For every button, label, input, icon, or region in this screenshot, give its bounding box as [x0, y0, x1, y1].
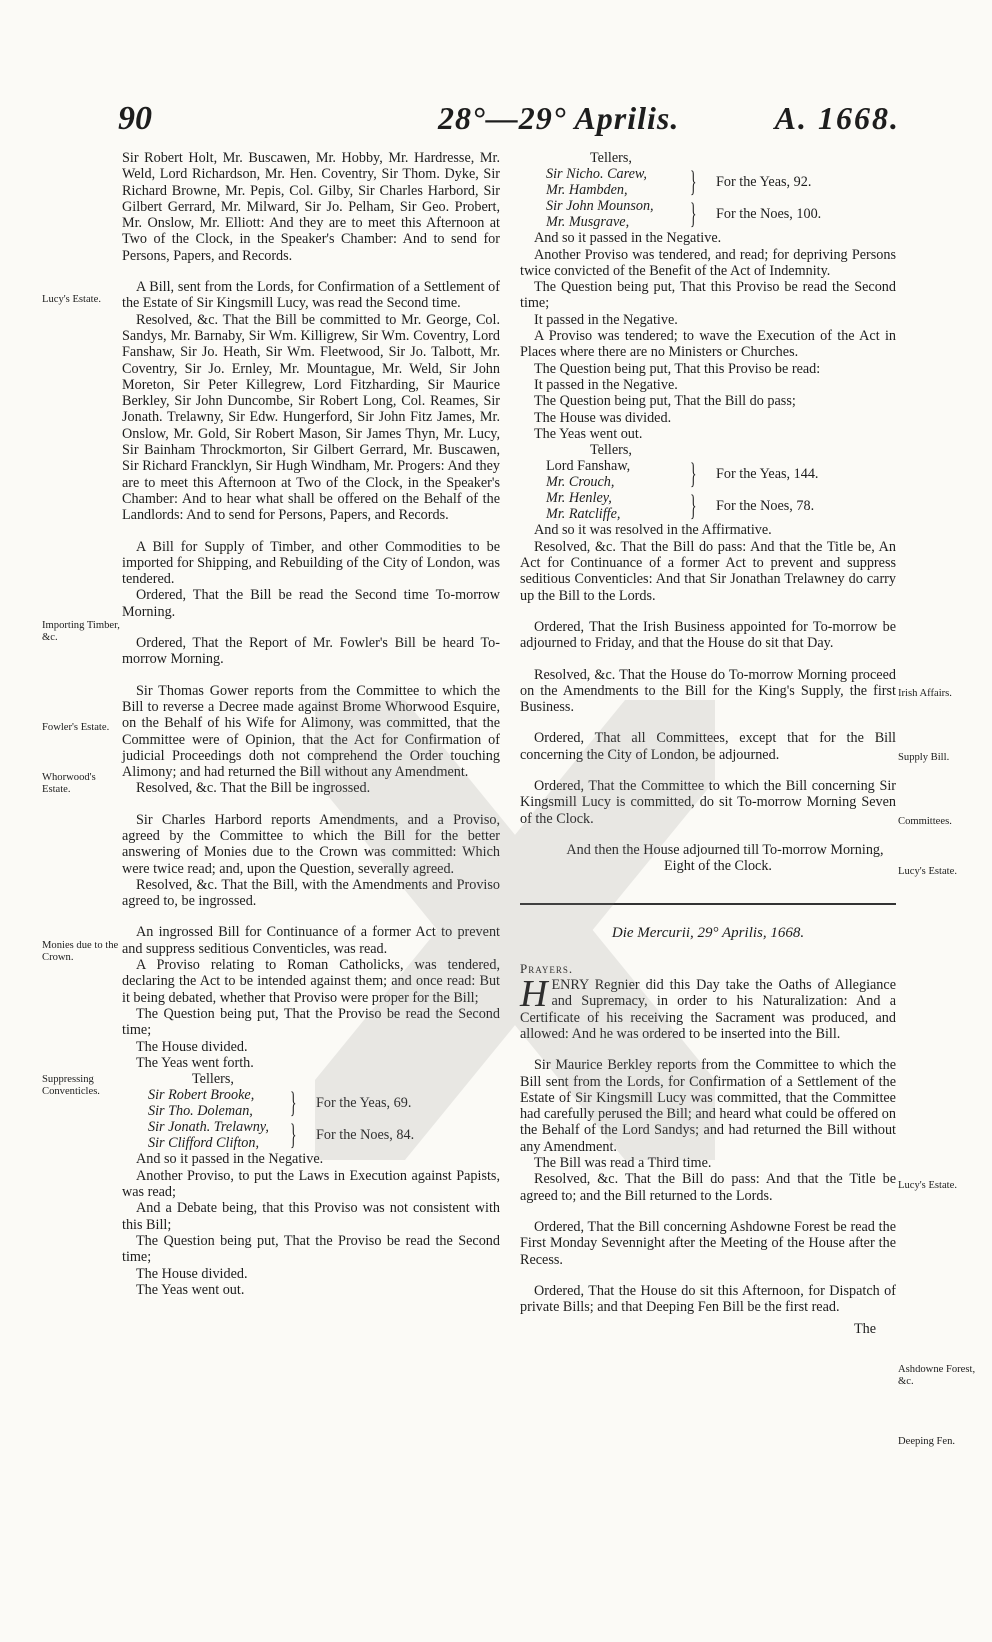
paragraph: Ordered, That all Committees, except that for the Bill concerning the City of London, be adjourned.	[520, 730, 896, 763]
brace-icon: }	[289, 1086, 297, 1120]
left-column	[122, 150, 500, 1298]
paragraph: Resolved, &c. That the Bill be committed to Mr. George, Col. Sandys, Mr. Barnaby, Sir Wm. Killigrew, Sir Wm. Coventry, Lord Fanshaw, Sir Jo. Heath, Sir Wm. Fleetwood, Sir Jo. Talbott, Mr. Coventry, Sir Jo. Ernley, Mr. Mountague, Mr. Weld, Sir John Moreton, Sir Peter Killegrew, Lord Fitzharding, Sir Maurice Berkley, Sir John Duncombe, Sir Robert Long, Col. Reames, Sir Jonath. Trelawny, Sir Edw. Hungerford, Sir John Fitz James, Mr. Onslow, Mr. Gold, Sir Robert Mason, Sir James Thyn, Mr. Lucy, Sir Bainham Throckmorton, Sir Gilbert Gerrard, Mr. Buscawen, Sir Richard Francklyn, Sir Hugh Windham, Mr. Progers: And they are to meet this Afternoon at Two of the Clock, in the Speaker's Chamber: And to hear what shall be offered on the Behalf of the Landlords: And to send for Persons, Papers, and Records.	[122, 311, 500, 524]
margin-note: Lucy's Estate.	[42, 294, 101, 305]
tellers-yeas	[546, 458, 896, 490]
paragraph: An ingrossed Bill for Continuance of a former Act to prevent and suppress seditious Conventicles, was read.	[122, 924, 500, 957]
paragraph: And a Debate being, that this Proviso was not consistent with this Bill;	[122, 1200, 500, 1233]
section-divider	[520, 903, 896, 905]
catchword: The	[853, 1321, 876, 1338]
tellers-noes	[546, 490, 896, 522]
margin-note: Lucy's Estate.	[898, 866, 957, 877]
paragraph: The Yeas went out.	[534, 425, 643, 442]
teller-name: Sir Tho. Doleman,	[148, 1103, 253, 1120]
tellers-yeas	[148, 1087, 500, 1119]
paragraph: The Question being put, That this Proviso be read the Second time;	[520, 279, 896, 312]
paragraph: Resolved, &c. That the Bill do pass: And that the Title be agreed to; and the Bill returned to the Lords.	[520, 1171, 896, 1204]
brace-icon: }	[689, 165, 697, 199]
paragraph: A Bill, sent from the Lords, for Confirmation of a Settlement of the Estate of Sir Kingsmill Lucy, was read the Second time.	[122, 279, 500, 312]
vote-result: For the Yeas, 144.	[716, 466, 819, 483]
paragraph: Ordered, That the Bill concerning Ashdowne Forest be read the First Monday Sevennight after the Meeting of the House after the Recess.	[520, 1218, 896, 1268]
paragraph: ENRY Regnier did this Day take the Oaths of Allegiance and Supremacy, in order to his Naturalization: And a Certificate of his receiving the Sacrament was produced, and allowed: And he was ordered to be inserted into the Bill.	[520, 977, 896, 1042]
teller-name: Mr. Henley,	[546, 490, 612, 507]
margin-note: Irish Affairs.	[898, 688, 952, 699]
tellers-noes	[546, 198, 896, 230]
drop-capital: H	[520, 973, 548, 1016]
header-date: 28°—29° Aprilis.	[438, 100, 680, 136]
paragraph: Resolved, &c. That the Bill, with the Amendments and Proviso agreed to, be ingrossed.	[122, 876, 500, 910]
teller-name: Sir John Mounson,	[546, 198, 654, 215]
brace-icon: }	[689, 489, 697, 523]
paragraph: The Question being put, That the Bill do pass;	[534, 393, 796, 410]
tellers-block	[148, 1071, 500, 1151]
paragraph: The Yeas went forth.	[136, 1054, 254, 1071]
day-heading: Die Mercurii, 29° Aprilis, 1668.	[611, 924, 805, 941]
brace-icon: }	[689, 197, 697, 231]
paragraph: The Question being put, That the Proviso be read the Second time;	[122, 1005, 500, 1039]
margin-note: Importing Timber, &c.	[42, 620, 120, 643]
paragraph: Sir Thomas Gower reports from the Committee to which the Bill to reverse a Decree made against Brome Whorwood Esquire, on the Behalf of his Wife for Alimony, was committed, that the Committee were of Opinion, that the Act for Confirmation of judicial Proceedings doth not comprehend the Order touching Alimony; and had returned the Bill without any Amendment.	[122, 682, 500, 781]
vote-result: For the Noes, 100.	[716, 206, 822, 223]
adjournment: And then the House adjourned till To-morrow Morning, Eight of the Clock.	[566, 841, 884, 875]
teller-name: Sir Jonath. Trelawny,	[148, 1119, 269, 1136]
paragraph: Another Proviso, to put the Laws in Execution against Papists, was read;	[122, 1167, 500, 1201]
margin-note: Monies due to the Crown.	[42, 940, 119, 963]
teller-name: Mr. Ratcliffe,	[546, 506, 621, 523]
paragraph: It passed in the Negative.	[534, 311, 678, 328]
margin-note: Supply Bill.	[898, 752, 950, 763]
tellers-yeas	[546, 166, 896, 198]
header-year: A. 1668.	[774, 100, 900, 136]
teller-name: Mr. Musgrave,	[546, 214, 630, 231]
paragraph: The Bill was read a Third time.	[534, 1155, 712, 1172]
paragraph: Sir Robert Holt, Mr. Buscawen, Mr. Hobby, Mr. Hardresse, Mr. Weld, Lord Richardson, Mr. Hen. Coventry, Sir Thom. Dyke, Sir Richard Browne, Mr. Pepis, Col. Gilby, Sir Charles Harbord, Sir Gilbert Gerrard, Mr. Milward, Sir Jo. Pelham, Sir Geo. Probert, Mr. Onslow, Mr. Elliott: And they are to meet this Afternoon at Two of the Clock, in the Speaker's Chamber: And to send for Persons, Papers, and Records.	[122, 150, 500, 264]
margin-note: Suppressing Conventicles.	[42, 1074, 100, 1097]
paragraph: A Proviso was tendered; to wave the Execution of the Act in Places where there are no Ministers or Churches.	[520, 328, 896, 361]
prayers-heading: Prayers.	[520, 960, 574, 976]
right-column	[520, 150, 896, 1338]
margin-note: Fowler's Estate.	[42, 722, 110, 733]
paragraph: Another Proviso was tendered, and read; for depriving Persons twice convicted of the Benefit of the Act of Indemnity.	[520, 246, 896, 279]
paragraph: The Question being put, That the Proviso be read the Second time;	[122, 1232, 500, 1266]
paragraph: Ordered, That the Report of Mr. Fowler's Bill be heard To-morrow Morning.	[122, 635, 500, 668]
paragraph: The House divided.	[136, 1038, 248, 1055]
teller-name: Sir Nicho. Carew,	[546, 166, 647, 183]
vote-result: For the Yeas, 92.	[716, 174, 812, 191]
teller-name: Mr. Crouch,	[546, 474, 615, 491]
page-number: 90	[118, 100, 152, 137]
paragraph: The Yeas went out.	[136, 1281, 245, 1298]
tellers-noes	[148, 1119, 500, 1151]
vote-result: For the Yeas, 69.	[316, 1095, 412, 1112]
paragraph: Resolved, &c. That the Bill be ingrossed.	[136, 780, 371, 797]
paragraph: Ordered, That the Bill be read the Second time To-morrow Morning.	[122, 587, 500, 620]
tellers-block	[546, 442, 896, 522]
paragraph: And so it passed in the Negative.	[534, 230, 722, 247]
paragraph: The Question being put, That this Proviso be read:	[534, 360, 821, 377]
paragraph: The House was divided.	[534, 409, 672, 426]
paragraph: Ordered, That the Irish Business appointed for To-morrow be adjourned to Friday, and that the House do sit that Day.	[520, 618, 896, 652]
teller-name: Mr. Hambden,	[546, 182, 628, 199]
tellers-label: Tellers,	[590, 150, 632, 166]
tellers-label: Tellers,	[590, 442, 632, 459]
teller-name: Sir Robert Brooke,	[148, 1087, 255, 1104]
margin-note: Lucy's Estate.	[898, 1180, 957, 1191]
paragraph: Resolved, &c. That the Bill do pass: And that the Title be, An Act for Continuance of a former Act to prevent and suppress seditious Conventicles: And that Sir Jonathan Trelawney do carry up the Bill to the Lords.	[520, 538, 896, 604]
paragraph: Sir Maurice Berkley reports from the Committee to which the Bill sent from the Lords, for Confirmation of a Settlement of the Estate of Sir Kingsmill Lucy was committed, that the Committee had carefully perused the Bill; and heard what could be offered on the Behalf of the Lord Sandys; and had returned the Bill without any Amendment.	[520, 1057, 896, 1155]
paragraph: It passed in the Negative.	[534, 376, 678, 393]
paragraph: Ordered, That the Committee to which the Bill concerning Sir Kingsmill Lucy is committed, do sit To-morrow Morning Seven of the Clock.	[520, 778, 896, 827]
margin-note: Deeping Fen.	[898, 1436, 956, 1447]
vote-result: For the Noes, 78.	[716, 498, 815, 515]
brace-icon: }	[689, 457, 697, 491]
margin-note: Ashdowne Forest, &c.	[898, 1364, 976, 1387]
naturalization-entry	[520, 973, 896, 1042]
paragraph: The House divided.	[136, 1265, 248, 1282]
page-header	[118, 100, 900, 140]
paragraph: Sir Charles Harbord reports Amendments, and a Proviso, agreed by the Committee to which the Bill for the better answering of Monies due to the Crown was committed: Which were twice read; and, upon the Question, severally agreed.	[122, 811, 500, 877]
margin-note: Committees.	[898, 816, 952, 827]
brace-icon: }	[289, 1118, 297, 1152]
teller-name: Sir Clifford Clifton,	[148, 1135, 260, 1152]
vote-result: For the Noes, 84.	[316, 1127, 415, 1144]
tellers-block	[546, 150, 896, 230]
teller-name: Lord Fanshaw,	[546, 458, 631, 475]
tellers-label: Tellers,	[192, 1071, 234, 1088]
margin-note: Whorwood's Estate.	[42, 772, 96, 795]
paragraph: And so it was resolved in the Affirmative.	[534, 522, 772, 539]
paragraph: A Proviso relating to Roman Catholicks, was tendered, declaring the Act to be intended against them; and once read: But it being debated, whether that Proviso were proper for the Bill;	[122, 957, 500, 1006]
paragraph: Resolved, &c. That the House do To-morrow Morning proceed on the Amendments to the Bill for the King's Supply, the first Business.	[520, 666, 896, 716]
paragraph: Ordered, That the House do sit this Afternoon, for Dispatch of private Bills; and that Deeping Fen Bill be the first read.	[520, 1282, 896, 1316]
paragraph: And so it passed in the Negative.	[136, 1151, 324, 1168]
paragraph: A Bill for Supply of Timber, and other Commodities to be imported for Shipping, and Rebuilding of the City of London, was tendered.	[122, 538, 500, 588]
